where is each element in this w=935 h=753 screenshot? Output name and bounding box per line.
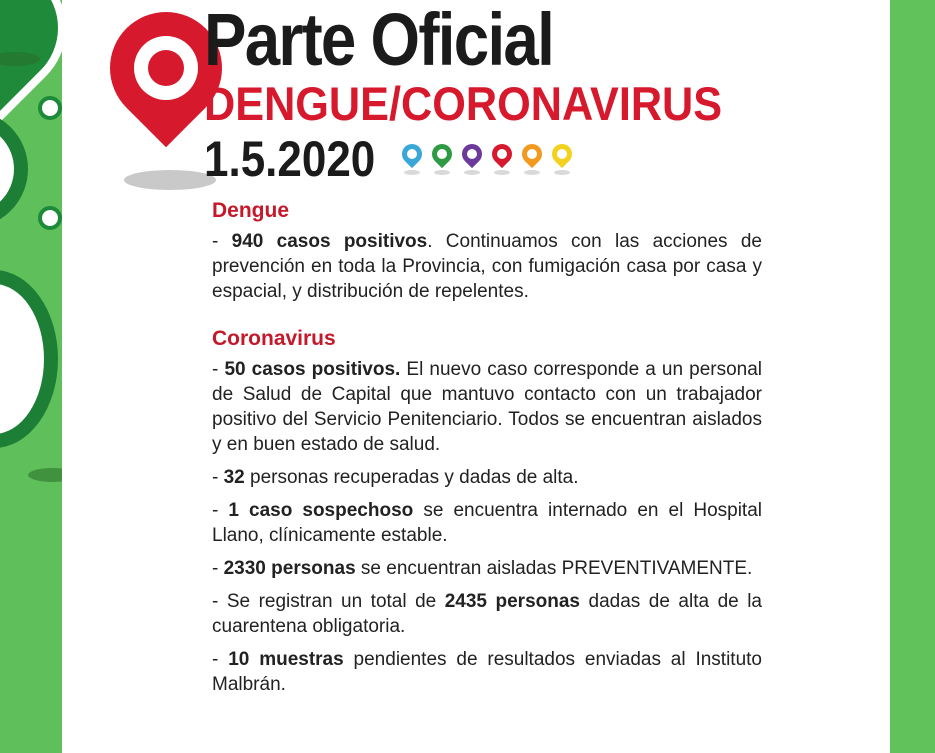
item-highlight: 1 caso sospechoso bbox=[228, 500, 414, 521]
bulletin-content bbox=[212, 198, 762, 705]
item-prefix: - bbox=[212, 467, 224, 488]
decorative-ring-icon bbox=[0, 270, 58, 448]
item-text: pendientes de resultados enviadas al Instituto Malbrán. bbox=[212, 649, 762, 695]
item-highlight: 32 bbox=[223, 467, 245, 488]
item-prefix: - bbox=[212, 231, 232, 252]
dengue-item bbox=[212, 229, 762, 304]
mini-location-pin-icon bbox=[490, 142, 516, 178]
pin-center-dot bbox=[148, 50, 184, 86]
item-prefix: - bbox=[212, 558, 224, 579]
item-text: . Continuamos con las acciones de prevención en toda la Provincia, con fumigación casa por casa y espacial, y distribución de repelentes. bbox=[212, 231, 762, 302]
mini-location-pin-icon bbox=[430, 142, 456, 178]
right-background bbox=[890, 0, 935, 753]
coronavirus-item bbox=[212, 498, 762, 548]
item-prefix: - Se registran un total de bbox=[212, 591, 445, 612]
bulletin-card bbox=[62, 0, 890, 753]
item-highlight: 940 casos positivos bbox=[231, 231, 428, 252]
item-text: personas recuperadas y dadas de alta. bbox=[244, 467, 579, 488]
item-text: dadas de alta de la cuarentena obligatoria. bbox=[212, 591, 763, 637]
item-highlight: 50 casos positivos. bbox=[224, 359, 401, 380]
decorative-small-pin-icon bbox=[38, 96, 62, 120]
item-prefix: - bbox=[212, 649, 229, 670]
section-heading-dengue: Dengue bbox=[212, 199, 290, 222]
mini-location-pin-icon bbox=[400, 142, 426, 178]
colored-pins-row bbox=[400, 142, 576, 178]
item-text: se encuentra internado en el Hospital Llano, clínicamente estable. bbox=[212, 500, 763, 546]
decorative-shadow bbox=[28, 468, 62, 482]
decorative-small-pin-icon bbox=[38, 206, 62, 230]
left-background bbox=[0, 0, 62, 753]
item-prefix: - bbox=[212, 500, 229, 521]
item-highlight: 10 muestras bbox=[228, 649, 344, 670]
decorative-ring-icon bbox=[0, 110, 28, 228]
coronavirus-item bbox=[212, 357, 762, 457]
item-text: se encuentran aisladas PREVENTIVAMENTE. bbox=[355, 558, 753, 579]
coronavirus-item bbox=[212, 647, 762, 697]
coronavirus-item bbox=[212, 556, 762, 581]
mini-location-pin-icon bbox=[550, 142, 576, 178]
report-date: 1.5.2020 bbox=[204, 131, 376, 187]
item-prefix: - bbox=[212, 359, 225, 380]
coronavirus-item bbox=[212, 589, 762, 639]
mini-location-pin-icon bbox=[520, 142, 546, 178]
item-highlight: 2330 personas bbox=[223, 558, 356, 579]
coronavirus-item bbox=[212, 465, 762, 490]
coronavirus-list bbox=[212, 357, 762, 697]
section-heading-coronavirus: Coronavirus bbox=[212, 327, 336, 350]
item-text: El nuevo caso corresponde a un personal de Salud de Capital que mantuvo contacto con un trabajador positivo del Servicio Penitenciario. Todos se encuentran aislados y en buen estado de salud. bbox=[212, 359, 763, 455]
page-title: Parte Oficial bbox=[204, 0, 554, 81]
page-subtitle: DENGUE/CORONAVIRUS bbox=[204, 77, 723, 130]
mini-location-pin-icon bbox=[460, 142, 486, 178]
pin-shadow bbox=[124, 170, 216, 190]
dengue-list bbox=[212, 229, 762, 304]
item-highlight: 2435 personas bbox=[444, 591, 580, 612]
